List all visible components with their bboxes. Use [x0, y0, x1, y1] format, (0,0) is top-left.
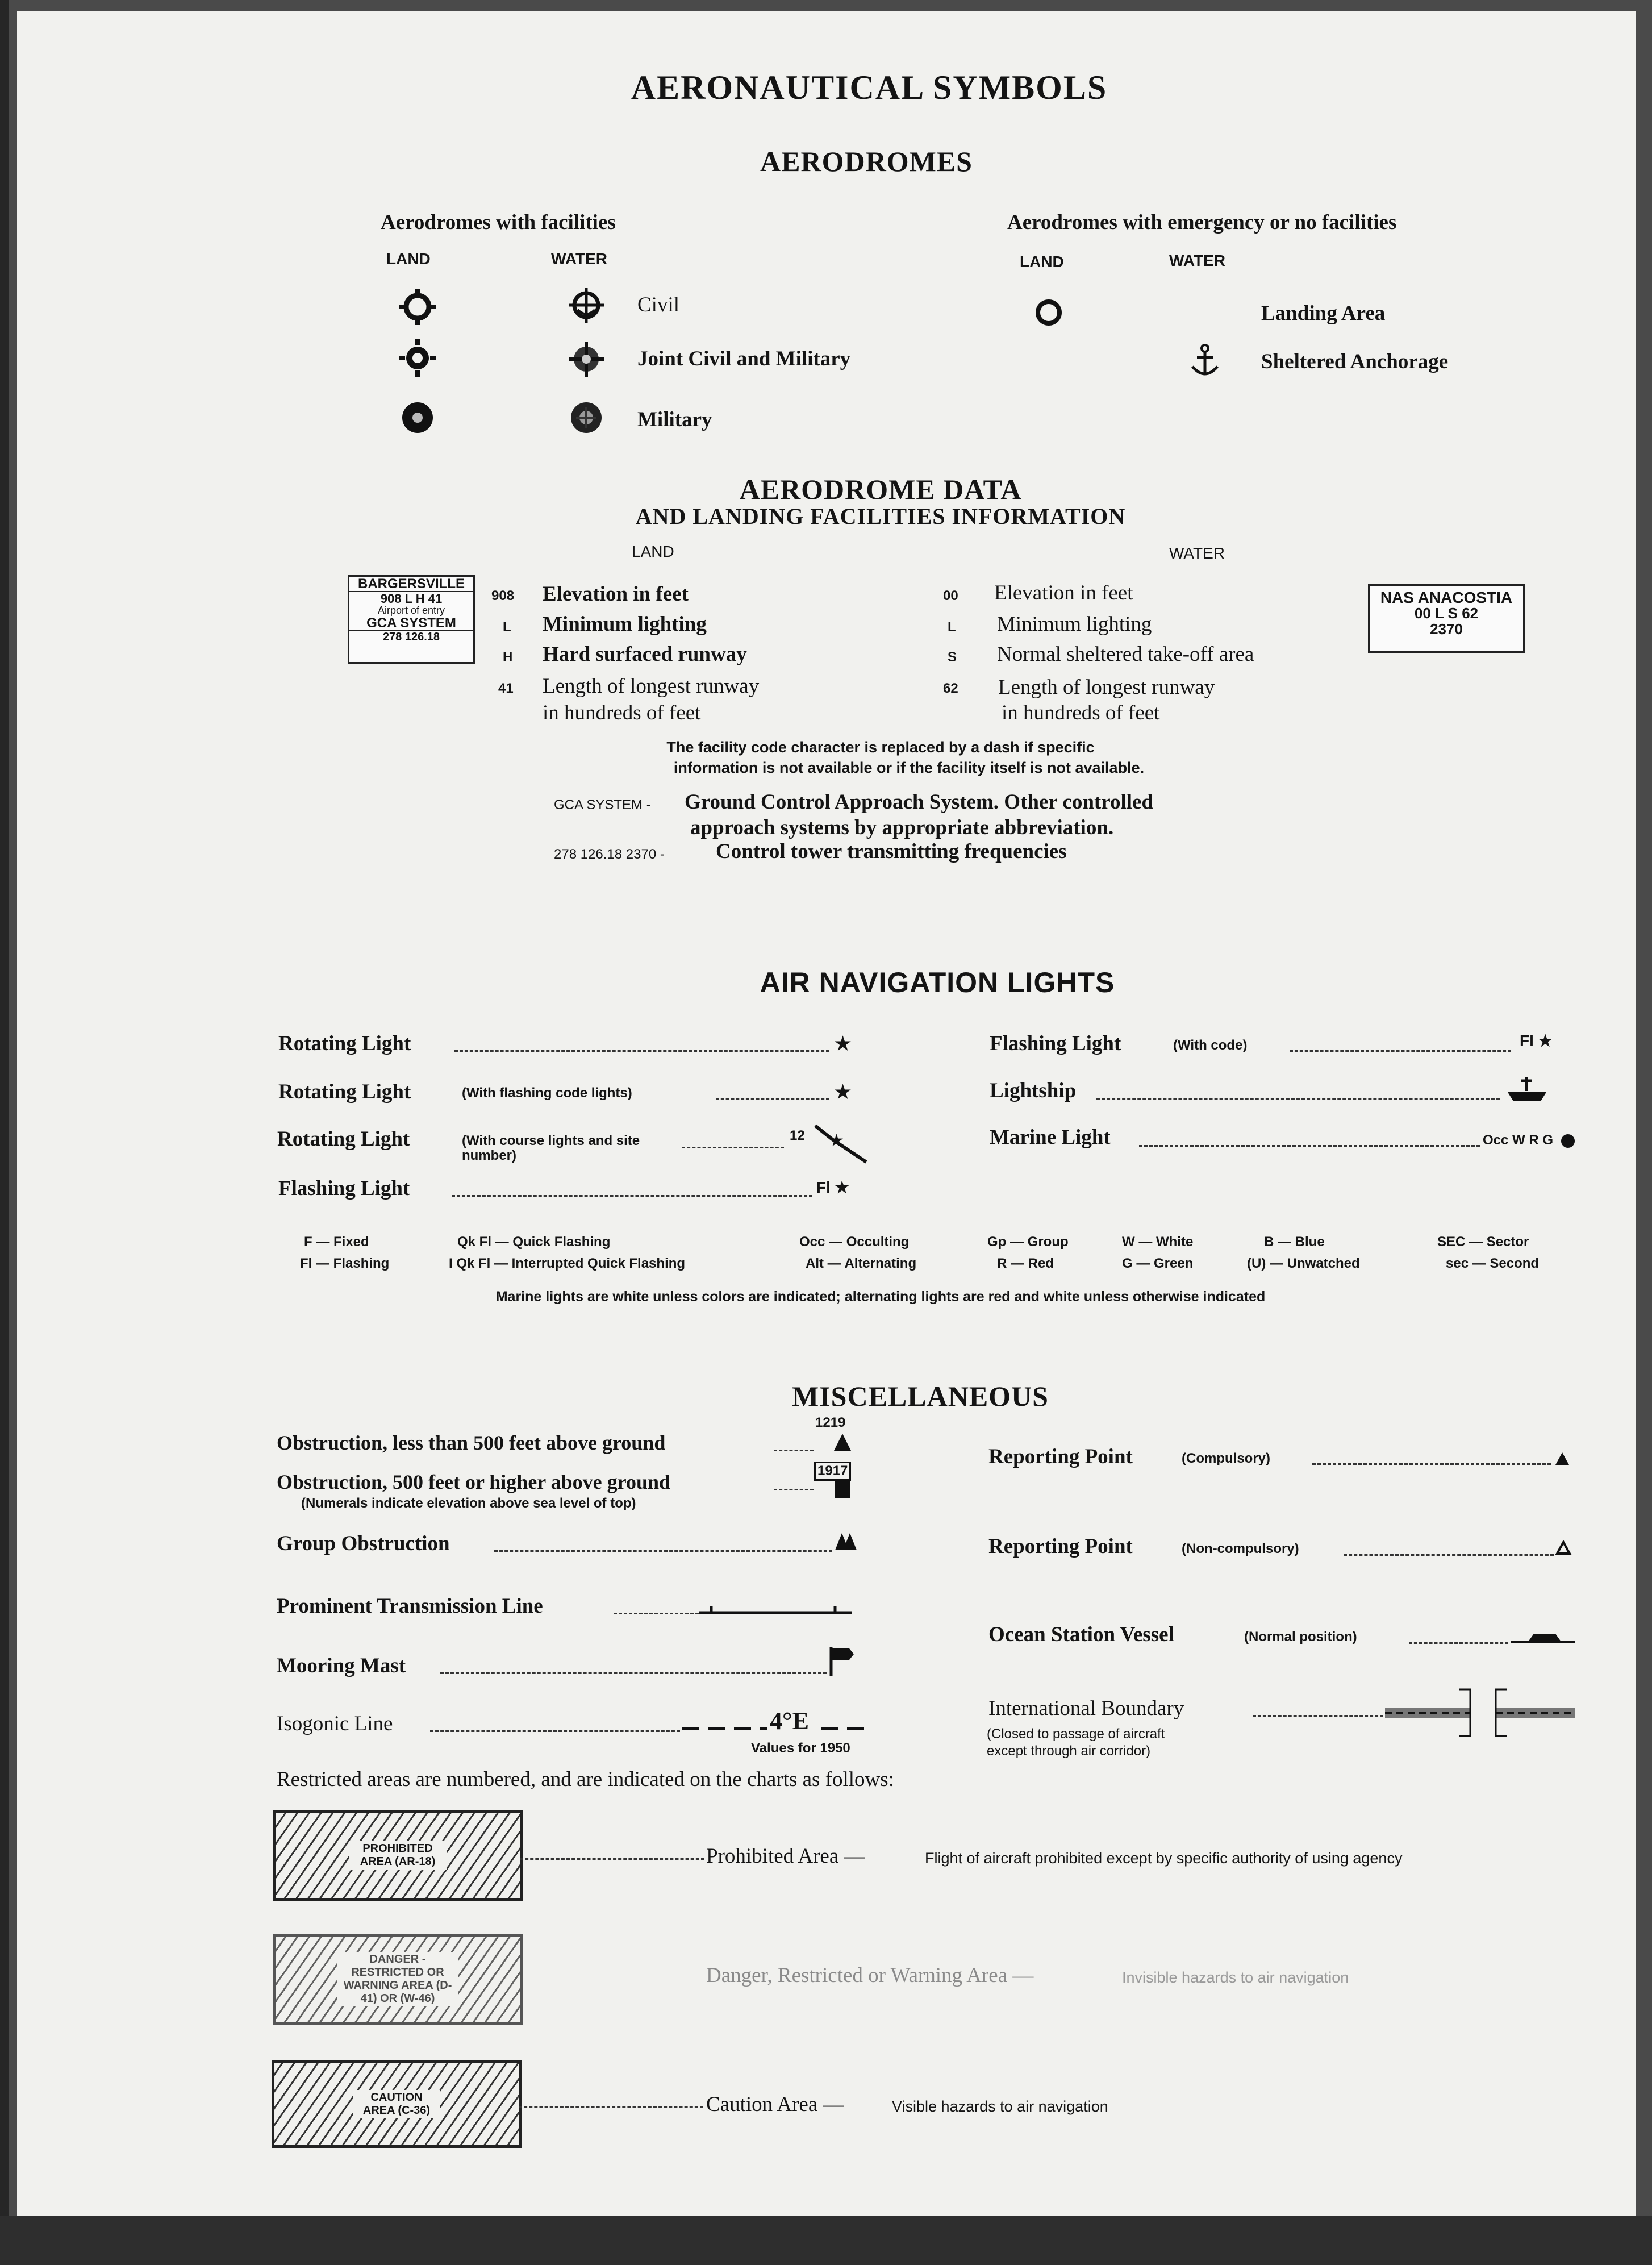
emerg-water-col-label: WATER — [1169, 252, 1226, 269]
water-code-1: 00 — [943, 588, 958, 603]
leader-dots — [1139, 1145, 1480, 1147]
light-left-2-sym: ★ — [833, 1081, 853, 1104]
legend-g: G — Green — [1122, 1256, 1194, 1271]
water-desc-1: Elevation in feet — [994, 581, 1133, 605]
land-box-gca: GCA SYSTEM — [366, 615, 456, 631]
leader-dots — [520, 1858, 704, 1860]
landing-area-label: Landing Area — [1261, 302, 1386, 325]
international-boundary-icon — [1385, 1685, 1578, 1742]
prohibited-area-box-label: PROHIBITED AREA (AR-18) — [349, 1841, 447, 1870]
danger-area-desc: Invisible hazards to air navigation — [1122, 1969, 1349, 1986]
scan-bottom-band — [0, 2216, 1652, 2265]
leader-dots — [430, 1730, 680, 1732]
land-desc-4: Length of longest runway — [543, 674, 760, 698]
water-box-code: 00 L S 62 — [1414, 605, 1479, 622]
caution-area-box-label: CAUTION AREA (C-36) — [353, 2090, 440, 2118]
leader-dots — [1344, 1554, 1554, 1556]
marine-lights-note: Marine lights are white unless colors are indicated; alternating lights are red and white unless otherwise indicated — [495, 1289, 1266, 1305]
land-sample-box — [348, 575, 475, 664]
misc-left-6-label: Isogonic Line — [277, 1712, 393, 1735]
land-code-2: L — [503, 619, 511, 635]
misc-right-1-note: (Compulsory) — [1182, 1451, 1270, 1466]
anchor-icon — [1189, 344, 1221, 379]
land-code-3: H — [503, 649, 513, 665]
leader-dots — [519, 2106, 703, 2108]
misc-left-2-label: Obstruction, 500 feet or higher above ground — [277, 1471, 671, 1493]
aerodrome-military-label: Military — [637, 408, 712, 431]
obstruction-value-1: 1219 — [815, 1415, 846, 1430]
leader-dots — [454, 1050, 829, 1052]
land-col-label: LAND — [386, 250, 431, 268]
freq-desc: Control tower transmitting frequencies — [716, 840, 1067, 863]
facility-note-1: The facility code character is replaced by a dash if specific — [666, 739, 1095, 756]
light-left-4-label: Flashing Light — [278, 1177, 410, 1200]
leader-dots — [1409, 1642, 1508, 1644]
emergency-label: Aerodromes with emergency or no facilities — [1007, 211, 1397, 234]
misc-left-3-label: Group Obstruction — [277, 1532, 450, 1555]
ocean-station-vessel-icon — [1511, 1629, 1576, 1650]
legend-occ: Occ — Occulting — [799, 1234, 910, 1250]
land-box-entry: Airport of entry — [377, 605, 445, 617]
legend-gp: Gp — Group — [987, 1234, 1069, 1250]
civil-water-icon — [565, 284, 608, 327]
military-land-icon — [399, 399, 436, 436]
land-box-name: BARGERSVILLE — [349, 577, 473, 592]
land-box-code: 908 L H 41 — [380, 592, 443, 606]
misc-right-3-label: Ocean Station Vessel — [988, 1623, 1174, 1646]
land-desc-3: Hard surfaced runway — [543, 643, 747, 666]
mooring-mast-icon — [827, 1645, 861, 1679]
land-box-freq: 278 126.18 — [349, 630, 473, 643]
misc-right-3-note: (Normal position) — [1244, 1629, 1357, 1644]
water-desc-2: Minimum lighting — [997, 613, 1152, 636]
prohibited-area-desc: Flight of aircraft prohibited except by specific authority of using agency — [925, 1850, 1403, 1867]
light-right-2-label: Lightship — [990, 1079, 1077, 1102]
light-left-3-sym: 12 — [790, 1128, 805, 1143]
leader-dots — [774, 1450, 814, 1451]
obstruction-icon — [832, 1432, 853, 1452]
reporting-point-noncompulsory-icon — [1555, 1540, 1572, 1556]
scan-edge — [0, 0, 9, 2265]
isogonic-note: Values for 1950 — [751, 1741, 850, 1756]
joint-water-icon — [565, 338, 608, 381]
land-desc-2: Minimum lighting — [543, 613, 707, 636]
misc-right-1-label: Reporting Point — [988, 1445, 1133, 1468]
with-facilities-label: Aerodromes with facilities — [381, 211, 616, 234]
light-left-1-sym: ★ — [833, 1032, 853, 1056]
light-left-2-note: (With flashing code lights) — [462, 1085, 632, 1101]
misc-left-5-label: Mooring Mast — [277, 1654, 406, 1677]
facility-note-2: information is not available or if the facility itself is not available. — [673, 759, 1145, 776]
misc-left-1-label: Obstruction, less than 500 feet above ground — [277, 1431, 666, 1454]
legend-sec-sector: SEC — Sector — [1437, 1234, 1529, 1250]
light-left-1-label: Rotating Light — [278, 1032, 411, 1055]
danger-area-box — [273, 1934, 523, 2025]
leader-dots — [1253, 1715, 1383, 1717]
military-water-icon — [568, 399, 604, 436]
aerodromes-heading: AERODROMES — [760, 145, 973, 177]
light-left-4-sym: Fl ★ — [816, 1179, 849, 1196]
caution-area-name: Caution Area — — [706, 2093, 844, 2116]
water-code-2: L — [948, 619, 956, 635]
gca-desc-2: approach systems by appropriate abbreviation. — [690, 816, 1114, 839]
data-water-label: WATER — [1169, 544, 1225, 562]
emerg-land-col-label: LAND — [1020, 253, 1064, 270]
chart-legend-sheet — [17, 11, 1636, 2216]
leader-dots — [682, 1147, 784, 1148]
isogonic-line-icon — [682, 1723, 767, 1734]
land-desc-4-cont: in hundreds of feet — [543, 701, 701, 725]
light-left-2-label: Rotating Light — [278, 1080, 411, 1104]
gca-desc-1: Ground Control Approach System. Other controlled — [685, 790, 1154, 814]
leader-dots — [1312, 1463, 1551, 1465]
legend-qkfl: Qk Fl — Quick Flashing — [457, 1234, 611, 1250]
leader-dots — [452, 1195, 812, 1197]
danger-area-box-label: DANGER - RESTRICTED OR WARNING AREA (D-41) OR (W-46) — [337, 1952, 458, 2006]
lightship-icon — [1505, 1074, 1548, 1108]
land-code-4: 41 — [498, 681, 514, 696]
water-box-freq: 2370 — [1430, 620, 1463, 638]
gca-code: GCA SYSTEM - — [554, 797, 651, 813]
land-desc-1: Elevation in feet — [543, 582, 689, 606]
reporting-point-compulsory-icon — [1554, 1451, 1571, 1467]
water-code-4: 62 — [943, 681, 958, 696]
leader-dots — [716, 1098, 829, 1100]
leader-dots — [1096, 1098, 1500, 1100]
lights-heading: AIR NAVIGATION LIGHTS — [760, 967, 1115, 998]
aerodrome-data-subheading: AND LANDING FACILITIES INFORMATION — [635, 503, 1126, 529]
aerodrome-joint-label: Joint Civil and Military — [637, 347, 851, 370]
water-sample-box — [1368, 584, 1525, 653]
boundary-note-1: (Closed to passage of aircraft — [987, 1726, 1165, 1742]
civil-land-icon — [398, 287, 437, 327]
page-title: AERONAUTICAL SYMBOLS — [631, 69, 1108, 106]
obstruction-value-2: 1917 — [814, 1462, 851, 1481]
legend-fl: Fl — Flashing — [300, 1256, 390, 1271]
light-right-1-sym: Fl ★ — [1520, 1032, 1553, 1050]
caution-area-desc: Visible hazards to air navigation — [892, 2098, 1108, 2115]
light-left-3-note: (With course lights and site number) — [462, 1133, 640, 1164]
danger-area-name: Danger, Restricted or Warning Area — — [706, 1964, 1034, 1987]
legend-alt: Alt — Alternating — [806, 1256, 917, 1271]
legend-iqkfl: I Qk Fl — Interrupted Quick Flashing — [449, 1256, 686, 1271]
land-code-1: 908 — [491, 588, 515, 603]
water-col-label: WATER — [551, 250, 608, 268]
light-left-3-label: Rotating Light — [277, 1127, 410, 1151]
water-desc-3: Normal sheltered take-off area — [997, 643, 1254, 666]
aerodrome-data-heading: AERODROME DATA — [739, 473, 1022, 505]
prohibited-area-name: Prohibited Area — — [706, 1845, 865, 1868]
boundary-note-2: except through air corridor) — [987, 1743, 1151, 1759]
water-box-name: NAS ANACOSTIA — [1380, 589, 1513, 606]
misc-right-2-note: (Non-compulsory) — [1182, 1541, 1299, 1556]
group-obstruction-icon — [835, 1531, 858, 1552]
legend-f: F — Fixed — [304, 1234, 369, 1250]
isogonic-value: 4°E — [770, 1707, 809, 1735]
svg-text:★: ★ — [829, 1131, 844, 1151]
freq-code: 278 126.18 2370 - — [554, 847, 665, 862]
misc-left-2-sub: (Numerals indicate elevation above sea level of top) — [301, 1496, 636, 1511]
misc-right-2-label: Reporting Point — [988, 1535, 1133, 1558]
transmission-line-icon — [699, 1601, 858, 1622]
marine-light-icon — [1559, 1132, 1576, 1150]
legend-r: R — Red — [997, 1256, 1054, 1271]
caution-area-box — [272, 2060, 522, 2148]
water-desc-4: Length of longest runway — [998, 676, 1215, 699]
legend-u: (U) — Unwatched — [1247, 1256, 1360, 1271]
leader-dots — [1290, 1050, 1511, 1052]
aerodrome-civil-label: Civil — [637, 293, 680, 317]
misc-heading: MISCELLANEOUS — [792, 1380, 1049, 1412]
water-desc-4-cont: in hundreds of feet — [1002, 701, 1160, 725]
leader-dots — [774, 1489, 814, 1490]
restricted-intro: Restricted areas are numbered, and are indicated on the charts as follows: — [277, 1768, 894, 1791]
obstruction-tall-icon — [832, 1479, 853, 1500]
prohibited-area-box — [273, 1810, 523, 1901]
landing-area-icon — [1033, 297, 1065, 328]
legend-sec-second: sec — Second — [1446, 1256, 1540, 1271]
misc-left-4-label: Prominent Transmission Line — [277, 1594, 543, 1618]
isogonic-line-icon-right — [821, 1723, 872, 1734]
light-right-3-sym: Occ W R G — [1483, 1132, 1554, 1148]
sheltered-anchorage-label: Sheltered Anchorage — [1261, 350, 1449, 373]
leader-dots — [440, 1672, 827, 1674]
legend-b: B — Blue — [1264, 1234, 1325, 1250]
light-right-1-label: Flashing Light — [990, 1032, 1121, 1055]
course-light-icon — [810, 1122, 872, 1168]
joint-land-icon — [398, 338, 437, 378]
water-code-3: S — [948, 649, 957, 665]
light-right-1-note: (With code) — [1173, 1038, 1248, 1053]
leader-dots — [614, 1613, 699, 1614]
legend-w: W — White — [1122, 1234, 1194, 1250]
misc-right-4-label: International Boundary — [988, 1697, 1184, 1720]
data-land-label: LAND — [632, 543, 674, 560]
light-right-3-label: Marine Light — [990, 1126, 1111, 1149]
leader-dots — [494, 1550, 832, 1552]
